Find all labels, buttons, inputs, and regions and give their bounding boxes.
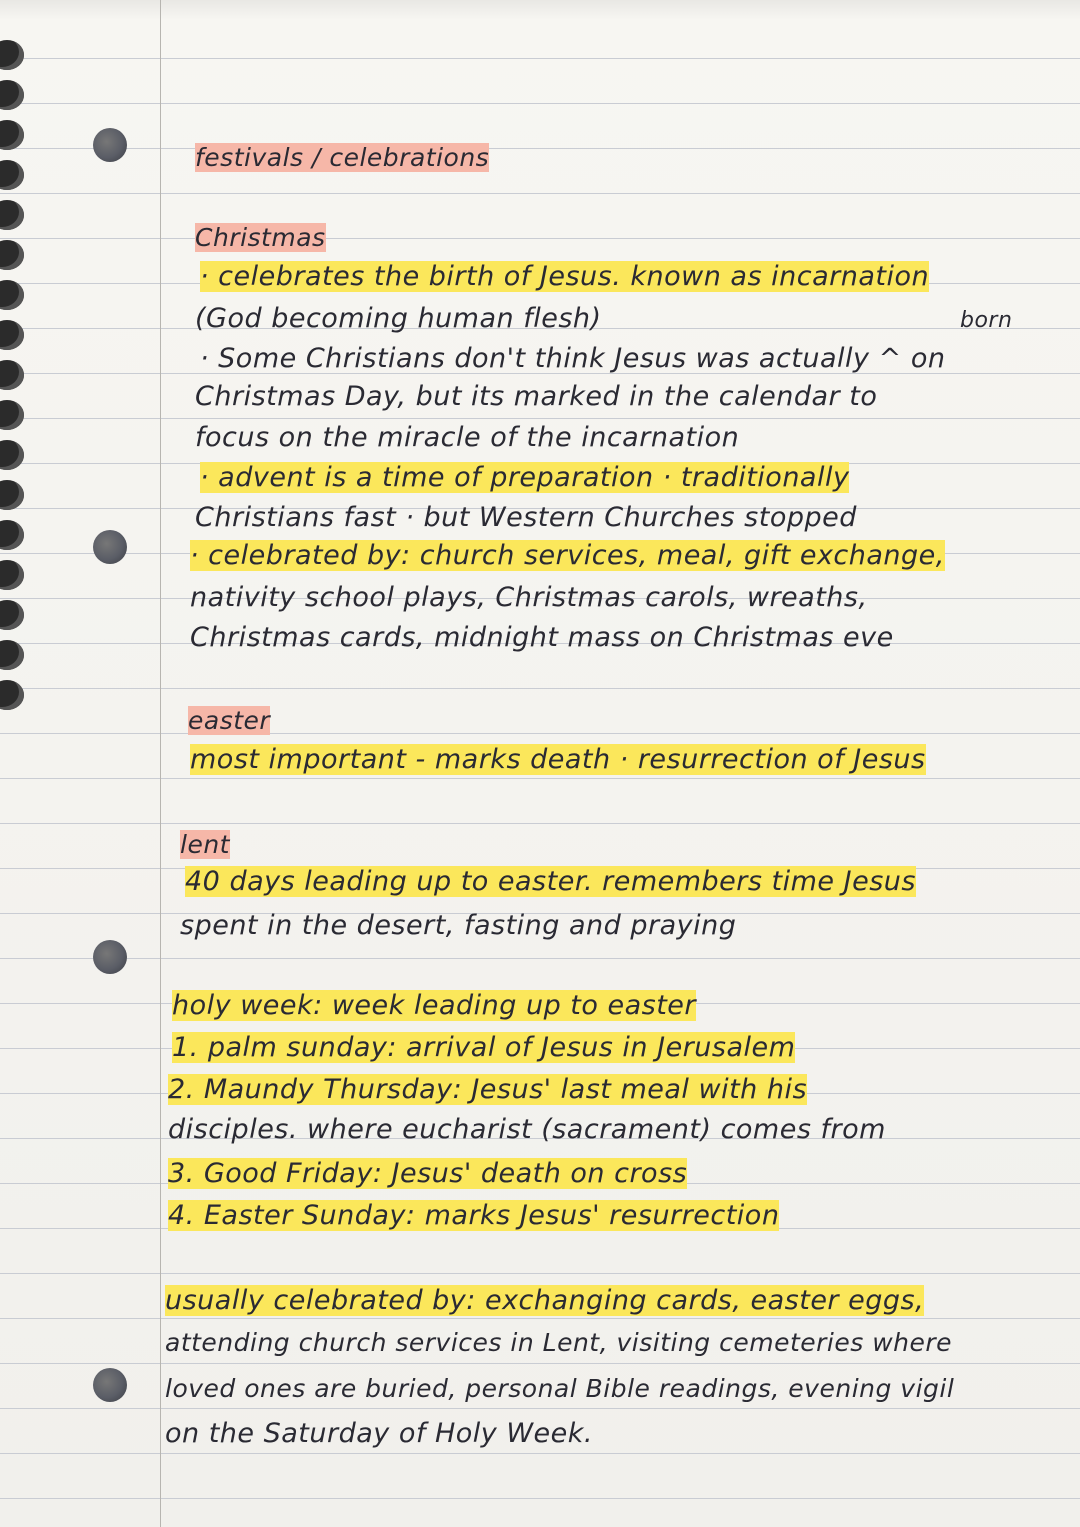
- ruled-line: [0, 778, 1080, 779]
- easter-line: [190, 744, 926, 775]
- spiral-ring: [0, 240, 24, 270]
- holy-week-line: [172, 990, 696, 1021]
- section-heading-christmas: Christmas: [195, 223, 326, 252]
- spiral-ring: [0, 200, 24, 230]
- ruled-line: [0, 1363, 1080, 1364]
- christmas-line: focus on the miracle of the incarnation: [195, 422, 740, 453]
- christmas-line: [190, 540, 945, 571]
- holy-week-line: disciples. where eucharist (sacrament) comes from: [168, 1114, 886, 1145]
- celebrated-by-line: loved ones are buried, personal Bible readings, evening vigil: [165, 1374, 955, 1403]
- lent-line: [185, 866, 916, 897]
- punch-hole: [93, 1368, 127, 1402]
- christmas-line-text: · celebrated by: church services, meal, gift exchange,: [190, 540, 945, 571]
- christmas-line: [200, 261, 929, 292]
- ruled-line: [0, 1408, 1080, 1409]
- christmas-line: [200, 462, 849, 493]
- ruled-line: [0, 1498, 1080, 1499]
- spiral-ring: [0, 560, 24, 590]
- holy-week-line: [172, 1032, 795, 1063]
- punch-hole: [93, 530, 127, 564]
- ruled-line: [0, 193, 1080, 194]
- christmas-line: nativity school plays, Christmas carols, wreaths,: [190, 582, 868, 613]
- ruled-line: [0, 58, 1080, 59]
- ruled-line: [0, 733, 1080, 734]
- spiral-ring: [0, 600, 24, 630]
- ruled-line: [0, 238, 1080, 239]
- holy-week-line-text: holy week: week leading up to easter: [172, 990, 697, 1021]
- ruled-line: [0, 958, 1080, 959]
- ruled-line: [0, 148, 1080, 149]
- christmas-line: (God becoming human flesh): [195, 303, 602, 334]
- section-heading-lent: lent: [180, 830, 230, 859]
- ruled-line: [0, 688, 1080, 689]
- spiral-ring: [0, 120, 24, 150]
- holy-week-line: [168, 1200, 779, 1231]
- holy-week-line-text: 1. palm sunday: arrival of Jesus in Jerusalem: [172, 1032, 796, 1063]
- christmas-line: Christmas cards, midnight mass on Christmas eve: [190, 622, 894, 653]
- spiral-ring: [0, 80, 24, 110]
- christmas-line: · Some Christians don't think Jesus was actually ^ on: [200, 343, 946, 374]
- spiral-ring: [0, 680, 24, 710]
- lent-line-text: 40 days leading up to easter. remembers time Jesus: [185, 866, 916, 897]
- ruled-line: [0, 103, 1080, 104]
- holy-week-line-text: 3. Good Friday: Jesus' death on cross: [168, 1158, 688, 1189]
- celebrated-by-line: attending church services in Lent, visiting cemeteries where: [165, 1328, 953, 1357]
- christmas-line-text: · advent is a time of preparation · traditionally: [200, 462, 850, 493]
- celebrated-by-line: [165, 1285, 924, 1316]
- celebrated-by-line-text: usually celebrated by: exchanging cards, easter eggs,: [165, 1285, 925, 1316]
- christmas-line: Christians fast · but Western Churches stopped: [195, 502, 857, 533]
- spiral-ring: [0, 520, 24, 550]
- easter-line-text: most important - marks death · resurrection of Jesus: [190, 744, 926, 775]
- ruled-line: [0, 1273, 1080, 1274]
- holy-week-line-text: 4. Easter Sunday: marks Jesus' resurrection: [168, 1200, 780, 1231]
- ruled-line: [0, 823, 1080, 824]
- spiral-ring: [0, 280, 24, 310]
- ruled-line: [0, 418, 1080, 419]
- christmas-inserted-word: born: [960, 308, 1013, 333]
- spiral-ring: [0, 480, 24, 510]
- ruled-line: [0, 1453, 1080, 1454]
- spiral-ring: [0, 640, 24, 670]
- spiral-ring: [0, 360, 24, 390]
- spiral-ring: [0, 320, 24, 350]
- ruled-line: [0, 1318, 1080, 1319]
- holy-week-line: [168, 1158, 687, 1189]
- christmas-line: Christmas Day, but its marked in the calendar to: [195, 381, 878, 412]
- punch-hole: [93, 940, 127, 974]
- spiral-ring: [0, 40, 24, 70]
- section-heading-easter: easter: [188, 706, 271, 735]
- spiral-ring: [0, 440, 24, 470]
- holy-week-line: [168, 1074, 807, 1105]
- spiral-ring: [0, 400, 24, 430]
- page-title: festivals / celebrations: [195, 143, 490, 172]
- celebrated-by-line: on the Saturday of Holy Week.: [165, 1418, 593, 1449]
- spiral-ring: [0, 160, 24, 190]
- margin-line: [160, 0, 161, 1527]
- lent-line: spent in the desert, fasting and praying: [180, 910, 737, 941]
- holy-week-line-text: 2. Maundy Thursday: Jesus' last meal with his: [168, 1074, 808, 1105]
- christmas-line-text: · celebrates the birth of Jesus. known as incarnation: [200, 261, 930, 292]
- page-top-shadow: [0, 0, 1080, 20]
- punch-hole: [93, 128, 127, 162]
